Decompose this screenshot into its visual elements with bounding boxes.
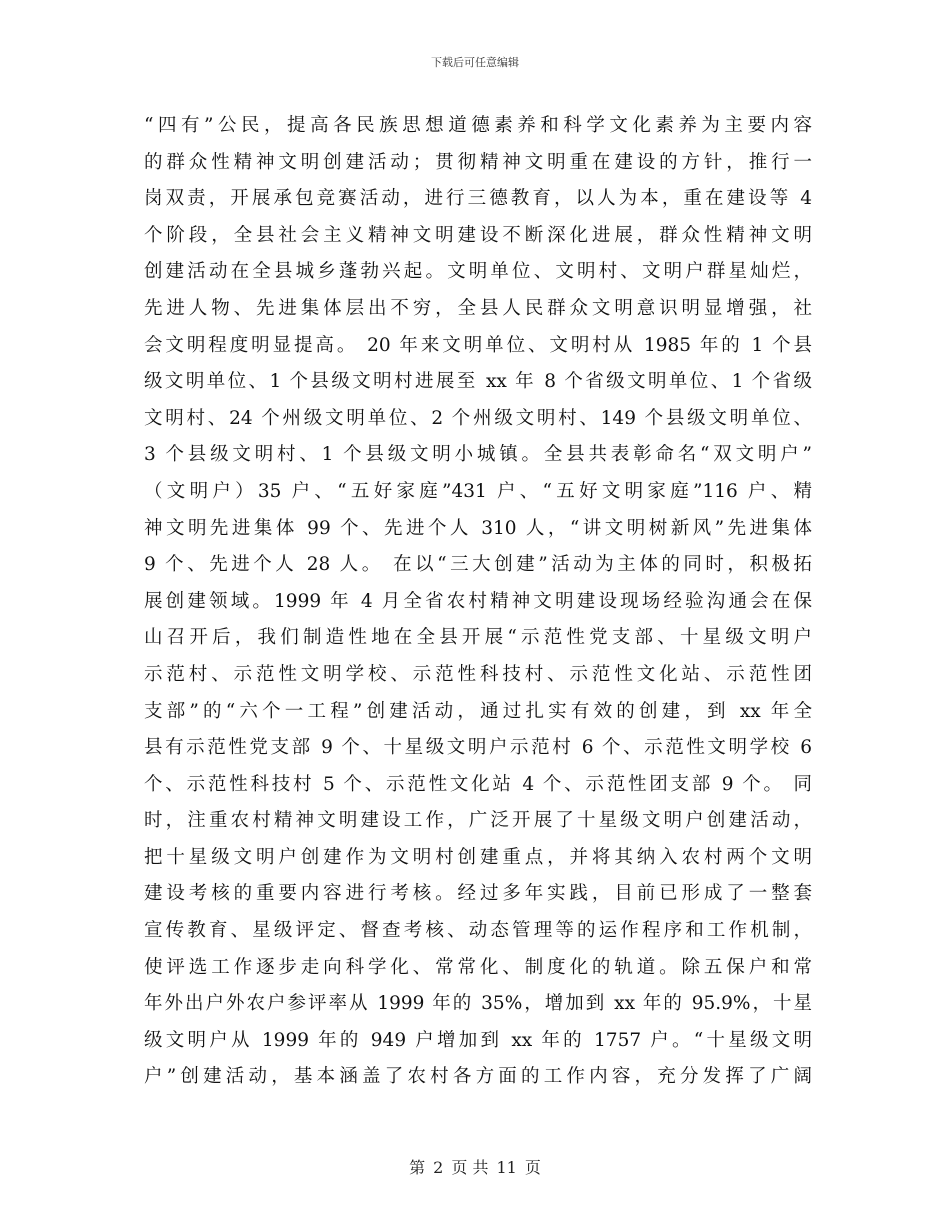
footer-prefix: 第 [409, 1158, 426, 1177]
text-line: 使评选工作逐步走向科学化、常常化、制度化的轨道。除五保户和常 [144, 956, 812, 978]
text-line: （文明户）35 户、“五好家庭”431 户、“五好文明家庭”116 户、精 [144, 480, 812, 502]
text-line: 文明村、24 个州级文明单位、2 个州级文明村、149 个县级文明单位、 [144, 407, 812, 429]
text-line: 创建活动在全县城乡蓬勃兴起。文明单位、文明村、文明户群星灿烂， [144, 261, 812, 283]
text-line: 山召开后，我们制造性地在全县开展“示范性党支部、十星级文明户 [144, 627, 812, 649]
text-line: 示范村、示范性文明学校、示范性科技村、示范性文化站、示范性团 [144, 663, 812, 685]
text-line: 个阶段，全县社会主义精神文明建设不断深化进展，群众性精神文明 [144, 224, 812, 246]
text-line: 的群众性精神文明创建活动；贯彻精神文明重在建设的方针，推行一 [144, 151, 812, 173]
footer-middle: 页 共 [451, 1158, 489, 1177]
text-line: 神文明先进集体 99 个、先进个人 310 人，“讲文明树新风”先进集体 [144, 517, 812, 539]
text-line: 把十星级文明户创建作为文明村创建重点，并将其纳入农村两个文明 [144, 846, 812, 868]
body-text [144, 108, 812, 1096]
text-line: 支部”的“六个一工程”创建活动，通过扎实有效的创建，到 xx 年全 [144, 700, 812, 722]
page-header: 下载后可任意编辑 [431, 56, 519, 69]
text-line: 宣传教育、星级评定、督查考核、动态管理等的运作程序和工作机制， [144, 920, 812, 942]
text-line: “四有”公民，提高各民族思想道德素养和科学文化素养为主要内容 [144, 115, 812, 136]
text-line: 会文明程度明显提高。 20 年来文明单位、文明村从 1985 年的 1 个县 [144, 334, 812, 356]
page-footer [0, 1155, 950, 1178]
text-line: 先进人物、先进集体层出不穷，全县人民群众文明意识明显增强，社 [144, 297, 812, 319]
text-line: 9 个、先进个人 28 人。 在以“三大创建”活动为主体的同时，积极拓 [144, 554, 812, 576]
text-line: 岗双责，开展承包竞赛活动，进行三德教育，以人为本，重在建设等 4 [144, 188, 812, 210]
footer-suffix: 页 [524, 1158, 541, 1177]
text-line: 年外出户外农户参评率从 1999 年的 35%，增加到 xx 年的 95.9%，十星 [144, 993, 812, 1015]
text-line: 展创建领域。1999 年 4 月全省农村精神文明建设现场经验沟通会在保 [144, 590, 812, 612]
text-line: 建设考核的重要内容进行考核。经过多年实践，目前已形成了一整套 [144, 883, 812, 905]
text-line: 级文明户从 1999 年的 949 户增加到 xx 年的 1757 户。“十星级文明 [144, 1029, 812, 1051]
total-page-count: 11 [496, 1158, 517, 1177]
text-line: 县有示范性党支部 9 个、十星级文明户示范村 6 个、示范性文明学校 6 [144, 737, 812, 759]
text-line: 时，注重农村精神文明建设工作，广泛开展了十星级文明户创建活动， [144, 810, 812, 832]
text-line: 个、示范性科技村 5 个、示范性文化站 4 个、示范性团支部 9 个。 同 [144, 773, 812, 795]
current-page-number: 2 [433, 1158, 444, 1177]
text-line: 3 个县级文明村、1 个县级文明小城镇。全县共表彰命名“双文明户” [144, 444, 812, 466]
text-line: 户”创建活动，基本涵盖了农村各方面的工作内容，充分发挥了广阔 [144, 1066, 812, 1088]
text-line: 级文明单位、1 个县级文明村进展至 xx 年 8 个省级文明单位、1 个省级 [144, 371, 812, 393]
